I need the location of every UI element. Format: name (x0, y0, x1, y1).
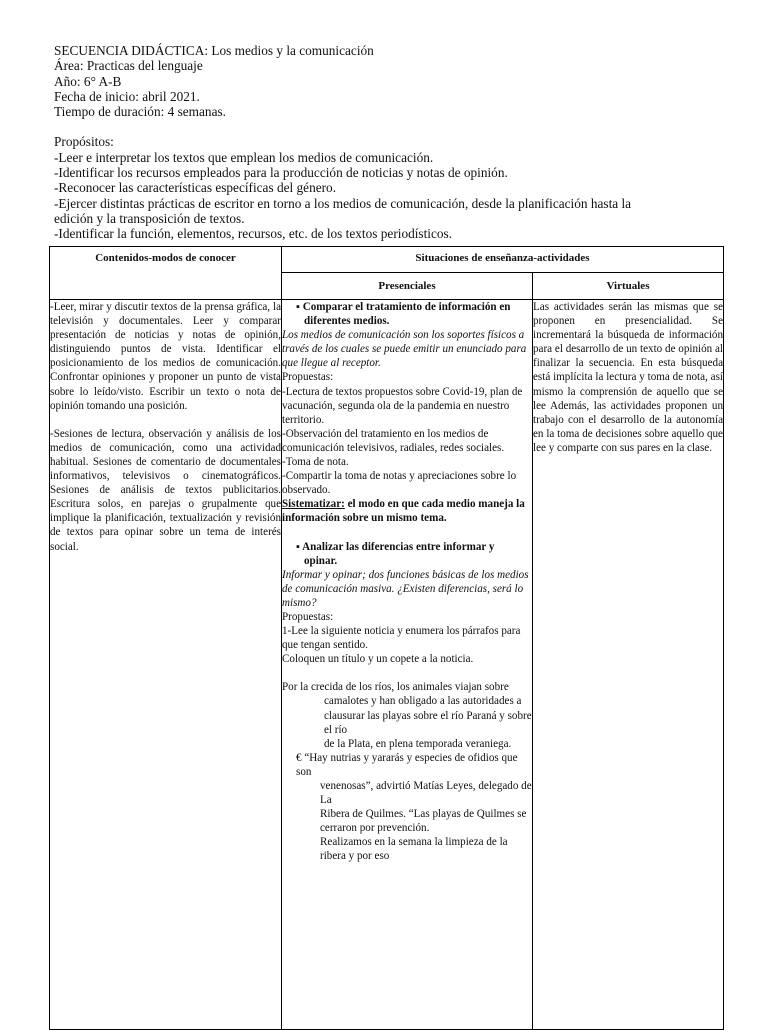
duration-line: Tiempo de duración: 4 semanas. (54, 104, 226, 120)
systematize-text: el modo en que cada medio maneja la información sobre un mismo tema. (282, 498, 525, 525)
systematize-label: Sistematizar: (282, 498, 345, 511)
news-line: Realizamos en la semana la limpieza de la ribera y por eso (320, 836, 508, 863)
contents-block: -Sesiones de lectura, observación y análisis de los medios de comunicación, como una actividad habitual. Sesiones de comentario de documentales informativos, televisivos o cinematográficos. Sesiones de análisis de textos publicitarios. Escritura solos, en parejas o grupalmente que implique la planificación, textualización y revisión de textos para opinar sobre un tema de interés social. (50, 427, 281, 553)
activities-table (49, 246, 724, 1030)
purpose-item: -Identificar la función, elementos, recursos, etc. de los textos periodísticos. (54, 226, 453, 242)
document-header (54, 43, 694, 242)
proposal-item: -Toma de nota. (282, 456, 349, 469)
proposal-item: 1-Lee la siguiente noticia y enumera los párrafos para que tengan sentido. (282, 625, 521, 652)
purpose-item: -Identificar los recursos empleados para la producción de noticias y notas de opinión. (54, 165, 508, 181)
contents-block: -Leer, mirar y discutir textos de la prensa gráfica, la televisión y documentales. Leer y comparar presentación de noticias y notas de opinión, distinguiendo puntos de vista. Identificar el posicionamiento de los medios de comunicación. Confrontar opiniones y proponer un punto de vista sobre lo leído/visto. Escribir un texto o nota de opinión tomando una posición. (50, 301, 281, 412)
proposal-item: -Lectura de textos propuestos sobre Covid-19, plan de vacunación, segunda ola de la pandemia en nuestro territorio. (282, 385, 523, 426)
activity-description: Los medios de comunicación son los soportes físicos a través de los cuales se puede emitir un enunciado para que llegue al receptor. (282, 329, 527, 370)
systematize-line (282, 497, 532, 525)
news-quote-line: € “Hay nutrias y yararás y especies de ofidios que son (296, 751, 518, 778)
presenciales-cell (282, 300, 533, 1030)
news-line: camalotes y han obligado a las autoridades a (324, 695, 522, 708)
activity-heading: ▪ Comparar el tratamiento de información en diferentes medios. (296, 301, 511, 328)
news-line: Ribera de Quilmes. “Las playas de Quilmes se (320, 808, 527, 821)
news-line: venenosas”, advirtió Matías Leyes, delegado de La (320, 780, 532, 807)
proposal-item: Coloquen un título y un copete a la noticia. (282, 653, 474, 666)
document-title: SECUENCIA DIDÁCTICA: Los medios y la comunicación (54, 43, 374, 58)
contents-cell (50, 300, 282, 1030)
virtuales-cell (533, 300, 724, 1030)
proposal-item: -Observación del tratamiento en los medios de comunicación televisivos, radiales, redes sociales. (282, 427, 505, 454)
start-date-line: Fecha de inicio: abril 2021. (54, 88, 200, 104)
header-situations: Situaciones de enseñanza-actividades (282, 247, 724, 273)
purpose-item-continuation: edición y la transposición de textos. (54, 210, 245, 226)
header-contents: Contenidos-modos de conocer (50, 247, 282, 300)
news-line: de la Plata, en plena temporada veraniega. (324, 737, 512, 750)
area-line: Área: Practicas del lenguaje (54, 58, 203, 74)
virtual-description: Las actividades serán las mismas que se proponen en presencialidad. Se incrementará la búsqueda de información para el desarrollo de un texto de opinión al finalizar la secuencia. En esta búsqueda está implícita la lectura y toma de nota, así mismo la comprensión de aquello que se lee Además, las actividades proponen un trabajo con el desarrollo de la autonomía en la toma de decisiones sobre aquello que lee y comparte con sus pares en la clase. (533, 301, 723, 454)
purposes-title: Propósitos: (54, 134, 114, 150)
proposal-item: -Compartir la toma de notas y apreciaciones sobre lo observado. (282, 470, 517, 497)
news-line: clausurar las playas sobre el río Paraná y sobre el río (324, 709, 532, 736)
activity-heading: ▪ Analizar las diferencias entre informar y opinar. (296, 540, 495, 567)
proposals-label: Propuestas: (282, 610, 334, 623)
activity-description: Informar y opinar; dos funciones básicas de los medios de comunicación masiva. ¿Existen diferencias, será lo mismo? (282, 568, 529, 609)
year-line: Año: 6° A-B (54, 73, 122, 89)
header-presenciales: Presenciales (282, 273, 533, 300)
news-line: cerraron por prevención. (320, 822, 430, 835)
purpose-item: -Ejercer distintas prácticas de escritor en torno a los medios de comunicación, desde la planificación hasta la (54, 195, 632, 211)
purpose-item: -Leer e interpretar los textos que emplean los medios de comunicación. (54, 149, 434, 165)
header-virtuales: Virtuales (533, 273, 724, 300)
news-intro: Por la crecida de los ríos, los animales viajan sobre (282, 681, 509, 694)
purpose-item: -Reconocer las características específicas del género. (54, 180, 337, 196)
proposals-label: Propuestas: (282, 371, 334, 384)
